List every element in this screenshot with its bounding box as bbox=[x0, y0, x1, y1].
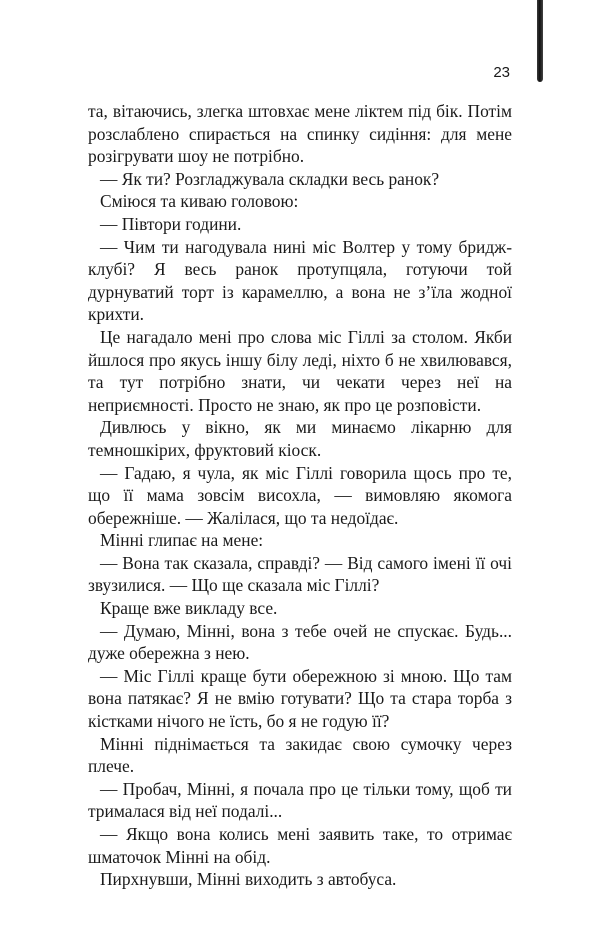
body-text bbox=[88, 100, 512, 891]
paragraph: Краще вже викладу все. bbox=[100, 598, 278, 619]
paragraph: та, вітаючись, злегка штовхає мене ліктем під бік. Потім розслаблено спирається на спинку сидіння: для мене розігрувати шоу не потрібно. bbox=[88, 101, 512, 167]
paragraph: Сміюся та киваю головою: bbox=[100, 191, 299, 212]
paragraph: Дивлюсь у вікно, як ми минаємо лікарню для темношкірих, фруктовий кіоск. bbox=[88, 417, 512, 460]
page-edge-mark bbox=[537, 0, 543, 82]
paragraph: — Пробач, Мінні, я почала про це тільки тому, щоб ти трималася від неї подалі... bbox=[88, 778, 512, 822]
paragraph: — Думаю, Мінні, вона з тебе очей не спускає. Будь... дуже обережна з нею. bbox=[88, 620, 512, 664]
paragraph: — Міс Гіллі краще бути обережною зі мною. Що там вона патякає? Я не вмію готувати? Що та стара торба з кістками нічого не їсть, бо я не годую її? bbox=[88, 665, 512, 732]
paragraph: — Півтори години. bbox=[100, 213, 242, 234]
paragraph: Пирхнувши, Мінні виходить з автобуса. bbox=[100, 869, 397, 890]
paragraph: — Гадаю, я чула, як міс Гіллі говорила щось про те, що її мама зовсім висохла, — вимовляю якомога обережніше. — Жалілася, що та недоїдає. bbox=[88, 462, 512, 528]
paragraph: — Вона так сказала, справді? — Від самого імені її очі звузилися. — Що ще сказала міс Гіллі? bbox=[88, 552, 512, 596]
paragraph: Мінні глипає на мене: bbox=[100, 530, 264, 551]
page-number: 23 bbox=[493, 64, 510, 81]
paragraph: — Чим ти нагодувала нині міс Волтер у тому бридж-клубі? Я весь ранок протупцяла, готуючи той дурнуватий торт із карамеллю, а вона не з’їла жодної крихти. bbox=[88, 236, 512, 325]
paragraph: — Як ти? Розгладжувала складки весь ранок? bbox=[100, 168, 440, 189]
paragraph: Це нагадало мені про слова міс Гіллі за столом. Якби йшлося про якусь іншу білу леді, ніхто б не хвилювався, та тут потрібно знати, чи чекати через неї на неприємності. Просто не знаю, як про це розповісти. bbox=[88, 326, 512, 415]
paragraph: — Якщо вона колись мені заявить таке, то отримає шматочок Мінні на обід. bbox=[88, 824, 512, 867]
paragraph: Мінні піднімається та закидає свою сумочку через плече. bbox=[88, 733, 512, 777]
